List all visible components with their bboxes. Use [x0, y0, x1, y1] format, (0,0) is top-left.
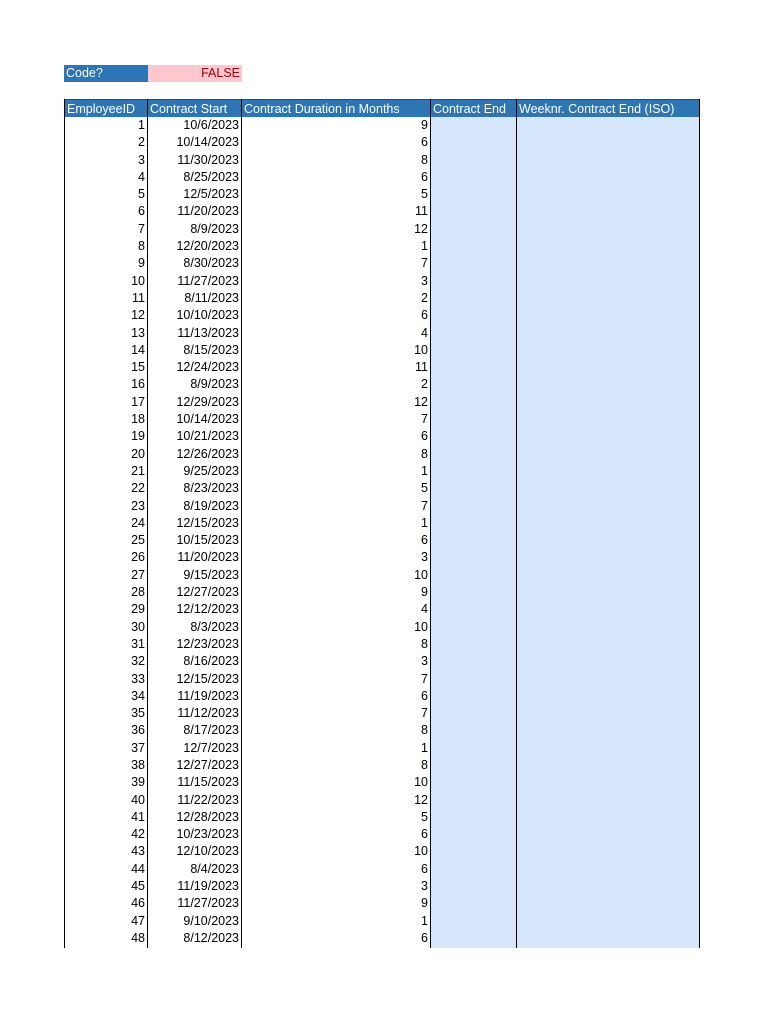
employee-id-cell[interactable]: 41	[131, 809, 145, 824]
contract-duration-cell[interactable]: 3	[421, 879, 428, 894]
contract-start-cell[interactable]: 8/4/2023	[190, 861, 239, 876]
contract-start-cell[interactable]: 11/13/2023	[177, 325, 239, 340]
employee-id-cell[interactable]: 45	[131, 879, 145, 894]
employee-id-cell[interactable]: 17	[131, 394, 145, 409]
contract-duration-cell[interactable]: 1	[421, 463, 428, 478]
contract-duration-cell[interactable]: 6	[421, 308, 428, 323]
contract-start-cell[interactable]: 8/17/2023	[183, 723, 239, 738]
contract-start-cell[interactable]: 12/15/2023	[176, 671, 239, 686]
contract-duration-cell[interactable]: 9	[421, 896, 428, 911]
employee-id-cell[interactable]: 11	[132, 290, 145, 305]
code-value-cell[interactable]: FALSE	[148, 65, 242, 82]
employee-id-cell[interactable]: 23	[131, 498, 145, 513]
contract-duration-cell[interactable]: 3	[421, 550, 428, 565]
contract-start-cell[interactable]: 12/29/2023	[176, 394, 239, 409]
employee-id-cell[interactable]: 4	[138, 169, 145, 184]
contract-start-cell[interactable]: 8/11/2023	[184, 290, 239, 305]
contract-duration-cell[interactable]: 10	[414, 342, 428, 357]
employee-id-cell[interactable]: 15	[131, 360, 145, 375]
contract-start-cell[interactable]: 8/12/2023	[183, 930, 239, 945]
contract-duration-cell[interactable]: 8	[421, 636, 428, 651]
contract-start-cell[interactable]: 10/10/2023	[176, 308, 239, 323]
employee-id-cell[interactable]: 5	[138, 187, 145, 202]
contract-start-cell[interactable]: 8/3/2023	[190, 619, 239, 634]
contract-duration-cell[interactable]: 2	[421, 290, 428, 305]
contract-duration-cell[interactable]: 8	[421, 757, 428, 772]
employee-id-cell[interactable]: 43	[131, 844, 145, 859]
employee-id-cell[interactable]: 33	[131, 671, 145, 686]
contract-duration-cell[interactable]: 10	[414, 619, 428, 634]
contract-duration-cell[interactable]: 10	[414, 775, 428, 790]
employee-id-cell[interactable]: 19	[131, 429, 145, 444]
employee-id-cell[interactable]: 12	[131, 308, 145, 323]
header-contract-start[interactable]: Contract Start	[148, 99, 241, 117]
contract-duration-cell[interactable]: 12	[414, 394, 428, 409]
employee-id-cell[interactable]: 39	[131, 775, 145, 790]
contract-duration-cell[interactable]: 1	[421, 515, 428, 530]
employee-id-cell[interactable]: 14	[131, 342, 145, 357]
contract-start-cell[interactable]: 12/24/2023	[176, 360, 239, 375]
contract-start-cell[interactable]: 8/30/2023	[183, 256, 239, 271]
contract-start-cell[interactable]: 12/12/2023	[176, 602, 239, 617]
contract-start-cell[interactable]: 10/21/2023	[176, 429, 239, 444]
contract-duration-cell[interactable]: 6	[421, 930, 428, 945]
contract-start-cell[interactable]: 12/27/2023	[176, 585, 239, 600]
contract-duration-cell[interactable]: 3	[421, 273, 428, 288]
employee-id-cell[interactable]: 24	[131, 515, 145, 530]
contract-duration-cell[interactable]: 4	[421, 325, 428, 340]
contract-duration-cell[interactable]: 12	[414, 221, 428, 236]
employee-id-cell[interactable]: 47	[131, 913, 145, 928]
employee-id-cell[interactable]: 32	[131, 654, 145, 669]
column-employee-id	[64, 99, 148, 948]
contract-start-cell[interactable]: 10/15/2023	[176, 533, 239, 548]
contract-duration-cell[interactable]: 6	[421, 169, 428, 184]
contract-start-cell[interactable]: 10/14/2023	[176, 412, 239, 427]
contract-duration-cell[interactable]: 11	[415, 360, 428, 375]
contract-duration-cell[interactable]: 5	[421, 187, 428, 202]
contract-start-cell[interactable]: 10/23/2023	[176, 827, 239, 842]
contract-duration-cell[interactable]: 5	[421, 809, 428, 824]
contract-duration-cell[interactable]: 7	[421, 412, 428, 427]
contract-start-cell[interactable]: 12/15/2023	[176, 515, 239, 530]
employee-id-cell[interactable]: 3	[138, 152, 145, 167]
employee-id-cell[interactable]: 46	[131, 896, 145, 911]
employee-id-cell[interactable]: 37	[131, 740, 145, 755]
employee-id-cell[interactable]: 34	[131, 688, 145, 703]
employee-id-cell[interactable]: 2	[138, 135, 145, 150]
employee-id-cell[interactable]: 9	[138, 256, 145, 271]
employee-id-cell[interactable]: 31	[131, 636, 145, 651]
contract-start-cell[interactable]: 11/27/2023	[177, 896, 239, 911]
employee-id-cell[interactable]: 25	[131, 533, 145, 548]
employee-id-cell[interactable]: 29	[131, 602, 145, 617]
contract-start-cell[interactable]: 11/20/2023	[177, 204, 239, 219]
column-contract-duration	[242, 99, 431, 948]
employee-id-cell[interactable]: 6	[138, 204, 145, 219]
contract-duration-cell[interactable]: 1	[421, 740, 428, 755]
contract-duration-cell[interactable]: 1	[421, 239, 428, 254]
contract-start-cell[interactable]: 9/25/2023	[183, 463, 239, 478]
contract-duration-cell[interactable]: 10	[414, 844, 428, 859]
contract-duration-cell[interactable]: 6	[421, 135, 428, 150]
contract-start-cell[interactable]: 8/16/2023	[183, 654, 239, 669]
employee-id-cell[interactable]: 7	[138, 221, 145, 236]
contract-start-cell[interactable]: 12/20/2023	[176, 239, 239, 254]
employee-id-cell[interactable]: 18	[131, 412, 145, 427]
contract-duration-cell[interactable]: 7	[421, 706, 428, 721]
column-contract-end[interactable]	[431, 99, 517, 948]
employee-id-cell[interactable]: 16	[131, 377, 145, 392]
contract-duration-cell[interactable]: 4	[421, 602, 428, 617]
employee-id-cell[interactable]: 42	[131, 827, 145, 842]
contract-duration-cell[interactable]: 6	[421, 827, 428, 842]
contract-start-cell[interactable]: 10/6/2023	[183, 118, 239, 132]
contract-duration-cell[interactable]: 7	[421, 498, 428, 513]
employee-id-cell[interactable]: 48	[131, 930, 145, 945]
contract-duration-cell[interactable]: 8	[421, 446, 428, 461]
contract-duration-cell[interactable]: 1	[421, 913, 428, 928]
header-employee-id[interactable]: EmployeeID	[65, 99, 147, 117]
contract-duration-cell[interactable]: 6	[421, 533, 428, 548]
contract-start-cell[interactable]: 12/27/2023	[176, 757, 239, 772]
employee-id-cell[interactable]: 22	[131, 481, 145, 496]
contract-start-cell[interactable]: 12/28/2023	[176, 809, 239, 824]
contract-start-cell[interactable]: 9/15/2023	[183, 567, 239, 582]
employee-id-cell[interactable]: 10	[131, 273, 145, 288]
contract-duration-cell[interactable]: 11	[415, 204, 428, 219]
contract-start-cell[interactable]: 11/19/2023	[177, 688, 239, 703]
contract-start-cell[interactable]: 8/9/2023	[190, 221, 239, 236]
contract-start-cell[interactable]: 11/12/2023	[177, 706, 239, 721]
employee-id-cell[interactable]: 30	[131, 619, 145, 634]
contract-start-cell[interactable]: 12/5/2023	[183, 187, 239, 202]
contract-start-cell[interactable]: 11/20/2023	[177, 550, 239, 565]
employee-id-cell[interactable]: 1	[138, 118, 145, 132]
contract-start-cell[interactable]: 11/22/2023	[177, 792, 239, 807]
employee-id-cell[interactable]: 36	[131, 723, 145, 738]
contract-start-cell[interactable]: 8/19/2023	[183, 498, 239, 513]
employee-id-cell[interactable]: 28	[131, 585, 145, 600]
header-weeknr-contract-end[interactable]: Weeknr. Contract End (ISO)	[517, 99, 699, 117]
contract-duration-cell[interactable]: 9	[421, 585, 428, 600]
contract-start-cell[interactable]: 8/15/2023	[183, 342, 239, 357]
contract-duration-cell[interactable]: 2	[421, 377, 428, 392]
contract-duration-cell[interactable]: 7	[421, 671, 428, 686]
code-label[interactable]: Code?	[64, 65, 148, 82]
contract-duration-cell[interactable]: 8	[421, 152, 428, 167]
employee-id-cell[interactable]: 27	[131, 567, 145, 582]
contract-duration-cell[interactable]: 6	[421, 688, 428, 703]
header-contract-duration[interactable]: Contract Duration in Months	[242, 99, 430, 117]
contract-start-cell[interactable]: 8/25/2023	[183, 169, 239, 184]
contract-duration-cell[interactable]: 12	[414, 792, 428, 807]
contract-start-cell[interactable]: 11/27/2023	[177, 273, 239, 288]
contract-start-cell[interactable]: 12/10/2023	[176, 844, 239, 859]
contract-duration-cell[interactable]: 5	[421, 481, 428, 496]
contract-duration-cell[interactable]: 8	[421, 723, 428, 738]
contract-start-cell[interactable]: 12/23/2023	[176, 636, 239, 651]
employee-id-cell[interactable]: 35	[131, 706, 145, 721]
column-weeknr-contract-end[interactable]	[517, 99, 700, 948]
employee-id-cell[interactable]: 8	[138, 239, 145, 254]
employee-id-cell[interactable]: 20	[131, 446, 145, 461]
employee-id-cell[interactable]: 21	[131, 463, 145, 478]
contract-duration-cell[interactable]: 6	[421, 429, 428, 444]
employee-id-cell[interactable]: 26	[131, 550, 145, 565]
contract-start-cell[interactable]: 10/14/2023	[176, 135, 239, 150]
contract-start-cell[interactable]: 11/15/2023	[177, 775, 239, 790]
employee-id-cell[interactable]: 38	[131, 757, 145, 772]
contract-duration-cell[interactable]: 7	[421, 256, 428, 271]
contract-start-cell[interactable]: 11/30/2023	[177, 152, 239, 167]
contract-start-cell[interactable]: 9/10/2023	[183, 913, 239, 928]
employee-contract-table	[64, 99, 700, 948]
employee-id-cell[interactable]: 13	[131, 325, 145, 340]
contract-start-cell[interactable]: 12/7/2023	[183, 740, 239, 755]
employee-id-cell[interactable]: 40	[131, 792, 145, 807]
employee-id-cell[interactable]: 44	[131, 861, 145, 876]
contract-start-cell[interactable]: 8/23/2023	[183, 481, 239, 496]
contract-start-cell[interactable]: 8/9/2023	[190, 377, 239, 392]
contract-duration-cell[interactable]: 6	[421, 861, 428, 876]
column-contract-start	[148, 99, 242, 948]
contract-duration-cell[interactable]: 3	[421, 654, 428, 669]
contract-start-cell[interactable]: 11/19/2023	[177, 879, 239, 894]
contract-start-cell[interactable]: 12/26/2023	[176, 446, 239, 461]
header-contract-end[interactable]: Contract End	[431, 99, 516, 117]
contract-duration-cell[interactable]: 10	[414, 567, 428, 582]
contract-duration-cell[interactable]: 9	[421, 118, 428, 132]
